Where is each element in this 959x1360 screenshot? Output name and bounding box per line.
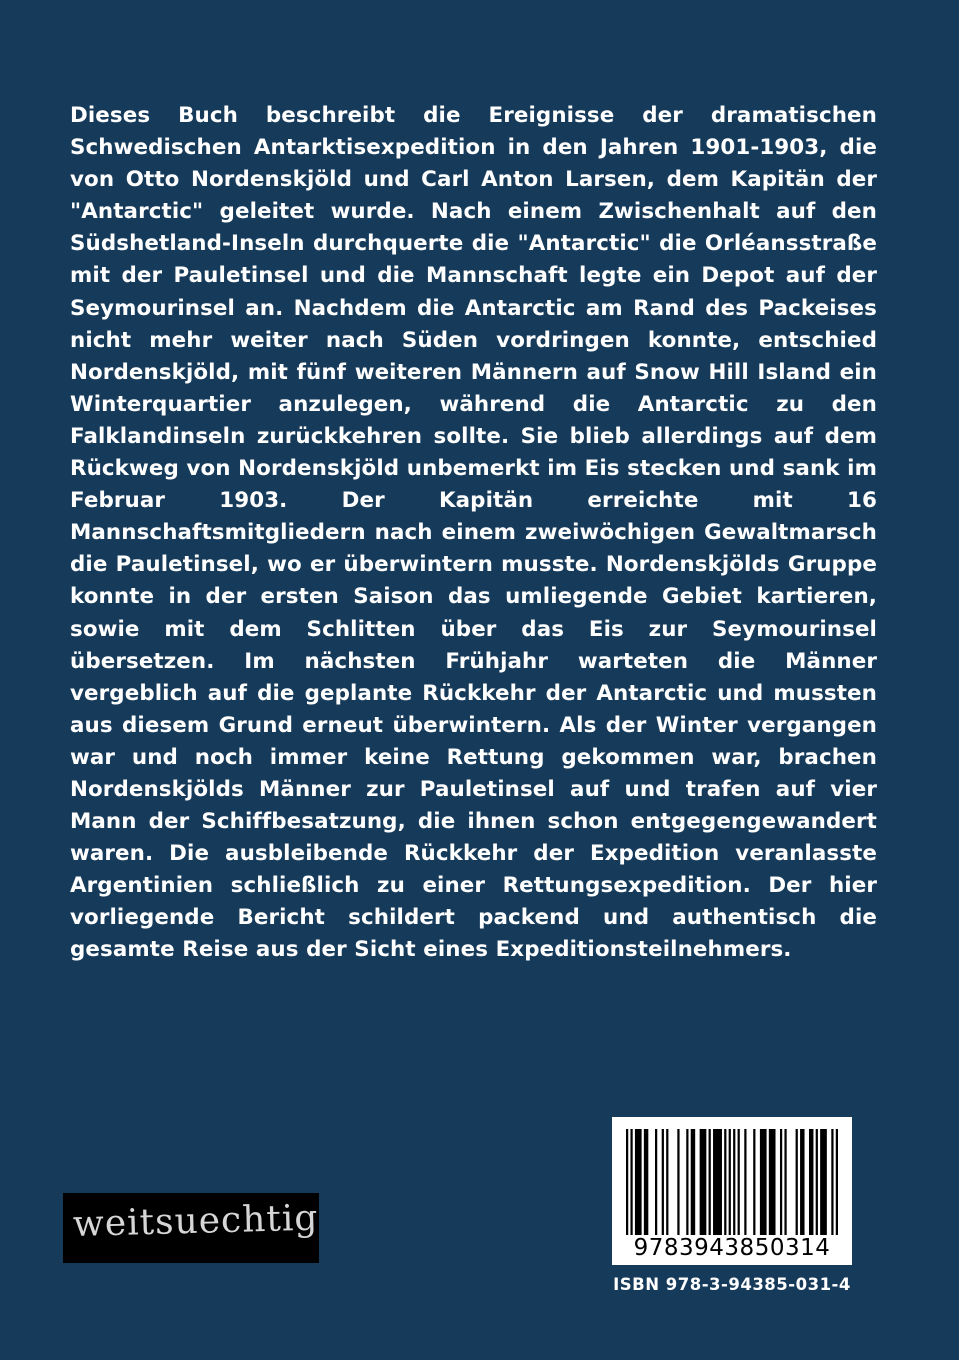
barcode-bar <box>644 1129 648 1235</box>
barcode-bar <box>655 1129 657 1235</box>
barcode-bar <box>784 1129 786 1235</box>
barcode-bar <box>666 1129 668 1235</box>
barcode-bar <box>713 1129 722 1235</box>
barcode-bar <box>729 1129 731 1235</box>
barcode-bar <box>626 1129 628 1235</box>
barcode-bar <box>831 1129 833 1235</box>
publisher-logo <box>63 1193 319 1263</box>
barcode-bar <box>630 1129 632 1235</box>
barcode-bar <box>809 1129 813 1235</box>
barcode-bar <box>677 1129 679 1235</box>
barcode-bar <box>744 1129 746 1235</box>
isbn-label: ISBN 978-3-94385-031-4 <box>613 1275 851 1294</box>
barcode-bar <box>760 1129 767 1235</box>
barcode-bar <box>816 1129 818 1235</box>
barcode-bars <box>626 1129 838 1235</box>
barcode-bar <box>753 1129 755 1235</box>
barcode-bar <box>738 1129 740 1235</box>
barcode-bar <box>780 1129 782 1235</box>
barcode-bar <box>800 1129 804 1235</box>
barcode-bar <box>724 1129 726 1235</box>
barcode-bar <box>796 1129 798 1235</box>
barcode-bar <box>733 1129 735 1235</box>
barcode-bar <box>686 1129 688 1235</box>
publisher-logo-text: weitsuechtig <box>72 1197 319 1245</box>
barcode-bar <box>700 1129 707 1235</box>
barcode-bar <box>709 1129 711 1235</box>
barcode-bar <box>820 1129 827 1235</box>
barcode-bar <box>662 1129 664 1235</box>
barcode-number: 9783943850314 <box>633 1235 831 1261</box>
barcode-bar <box>691 1129 695 1235</box>
back-cover-blurb: Dieses Buch beschreibt die Ereignisse der dramatischen Schwedischen Antarktisexpedition in den Jahren 1901-1903, die von Otto Nordenskjöld und Carl Anton Larsen, dem Kapitän der "Antarctic" geleitet wurde. Nach einem Zwischenhalt auf den Südshetland-Inseln durchquerte die "Antarctic" die Orléansstraße mit der Pauletinsel und die Mannschaft legte ein Depot auf der Seymourinsel an. Nachdem die Antarctic am Rand des Packeises nicht mehr weiter nach Süden vordringen konnte, entschied Nordenskjöld, mit fünf weiteren Männern auf Snow Hill Island ein Winterquartier anzulegen, während die Antarctic zu den Falklandinseln zurückkehren sollte. Sie blieb allerdings auf dem Rückweg von Nordenskjöld unbemerkt im Eis stecken und sank im Februar 1903. Der Kapitän erreichte mit 16 Mannschaftsmitgliedern nach einem zweiwöchigen Gewaltmarsch die Pauletinsel, wo er überwintern musste. Nordenskjölds Gruppe konnte in der ersten Saison das umliegende Gebiet kartieren, sowie mit dem Schlitten über das Eis zur Seymourinsel übersetzen. Im nächsten Frühjahr warteten die Männer vergeblich auf die geplante Rückkehr der Antarctic und mussten aus diesem Grund erneut überwintern. Als der Winter vergangen war und noch immer keine Rettung gekommen war, brachen Nordenskjölds Männer zur Pauletinsel auf und trafen auf vier Mann der Schiffbesatzung, die ihnen schon entgegengewandert waren. Die ausbleibende Rückkehr der Expedition veranlasste Argentinien schließlich zu einer Rettungsexpedition. Der hier vorliegende Bericht schildert packend und authentisch die gesamte Reise aus der Sicht eines Expeditionsteilnehmers. <box>70 103 877 963</box>
barcode <box>612 1117 852 1265</box>
barcode-bar <box>769 1129 776 1235</box>
barcode-bar <box>635 1129 642 1235</box>
barcode-bar <box>836 1129 838 1235</box>
